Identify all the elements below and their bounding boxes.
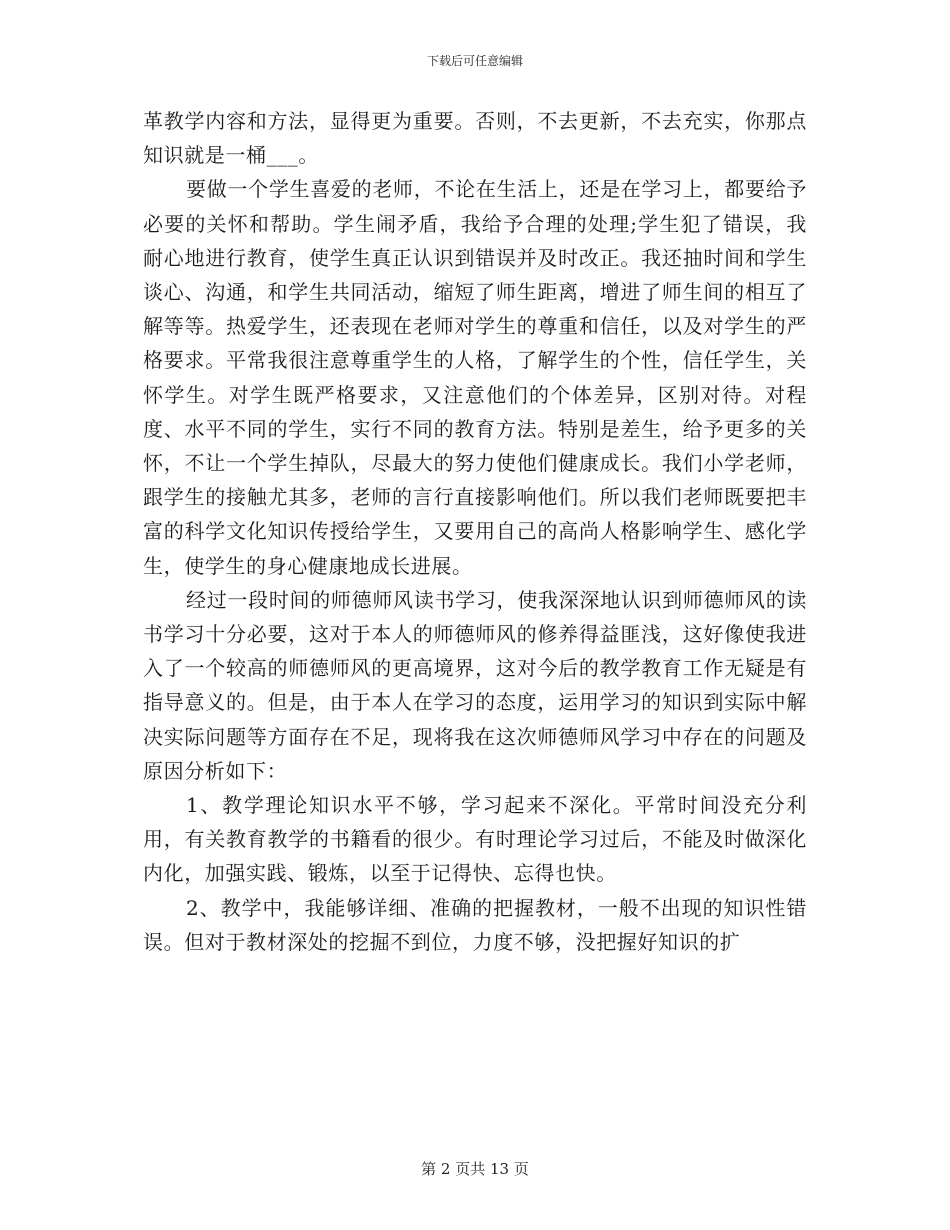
page-footer: 第 2 页共 13 页 bbox=[421, 1160, 529, 1178]
paragraph-3: 经过一段时间的师德师风读书学习，使我深深地认识到师德师风的读书学习十分必要，这对于本人的师德师风的修养得益匪浅，这好像使我进入了一个较高的师德师风的更高境界，这对今后的教学教育工作无疑是有指导意义的。但是，由于本人在学习的态度，运用学习的知识到实际中解决实际问题等方面存在不足，现将我在这次师德师风学习中存在的问题及原因分析如下： bbox=[143, 587, 807, 783]
paragraph-5: 2、教学中，我能够详细、准确的把握教材，一般不出现的知识性错误。但对于教材深处的挖掘不到位，力度不够，没把握好知识的扩 bbox=[143, 895, 807, 954]
paragraph-4: 1、教学理论知识水平不够，学习起来不深化。平常时间没充分利用，有关教育教学的书籍看的很少。有时理论学习过后，不能及时做深化内化，加强实践、锻炼，以至于记得快、忘得也快。 bbox=[143, 793, 807, 886]
document-body bbox=[143, 104, 807, 959]
paragraph-2: 要做一个学生喜爱的老师，不论在生活上，还是在学习上，都要给予必要的关怀和帮助。学生闹矛盾，我给予合理的处理;学生犯了错误，我耐心地进行教育，使学生真正认识到错误并及时改正。我还抽时间和学生谈心、沟通，和学生共同活动，缩短了师生距离，增进了师生间的相互了解等等。热爱学生，还表现在老师对学生的尊重和信任，以及对学生的严格要求。平常我很注意尊重学生的人格，了解学生的个性，信任学生，关怀学生。对学生既严格要求，又注意他们的个体差异，区别对待。对程度、水平不同的学生，实行不同的教育方法。特别是差生，给予更多的关怀，不让一个学生掉队，尽最大的努力使他们健康成长。我们小学老师，跟学生的接触尤其多，老师的言行直接影响他们。所以我们老师既要把丰富的科学文化知识传授给学生，又要用自己的高尚人格影响学生、感化学生，使学生的身心健康地成长进展。 bbox=[143, 177, 807, 578]
paragraph-1: 革教学内容和方法，显得更为重要。否则，不去更新，不去充实，你那点知识就是一桶___。 bbox=[143, 109, 807, 168]
page-header: 下载后可任意编辑 bbox=[426, 54, 523, 68]
